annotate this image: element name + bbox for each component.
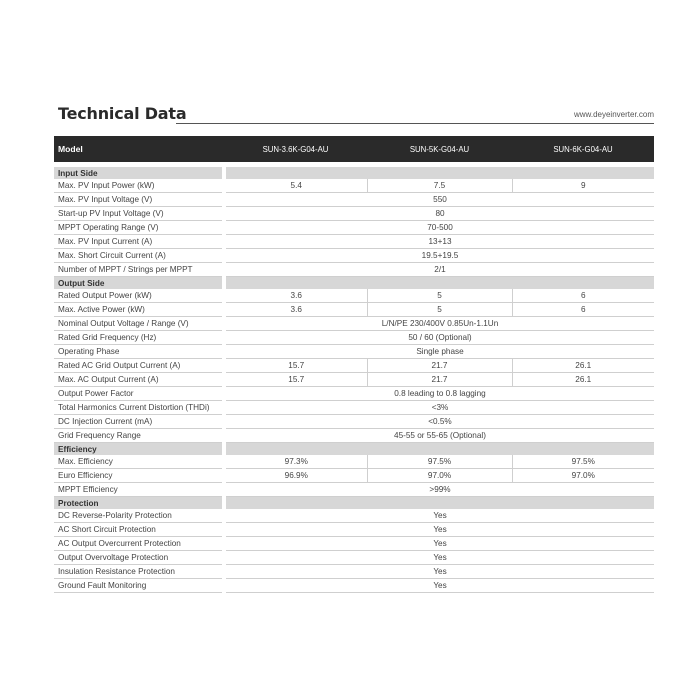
spec-value: 0.8 leading to 0.8 lagging [224, 387, 654, 401]
spec-label: Rated Output Power (kW) [54, 289, 224, 303]
spec-row [54, 373, 654, 387]
spec-value: Single phase [224, 345, 654, 359]
spec-row [54, 345, 654, 359]
spec-row [54, 221, 654, 235]
spec-label: Max. PV Input Voltage (V) [54, 193, 224, 207]
spec-value: Yes [224, 551, 654, 565]
spec-value: 5.4 [224, 179, 367, 193]
model-header-row [54, 136, 654, 162]
spec-value: <0.5% [224, 415, 654, 429]
model-name: SUN-6K-G04-AU [512, 136, 654, 162]
spec-row [54, 249, 654, 263]
page-title: Technical Data [58, 104, 187, 123]
spec-row [54, 193, 654, 207]
spec-label: Operating Phase [54, 345, 224, 359]
spec-label: AC Output Overcurrent Protection [54, 537, 224, 551]
spec-row [54, 509, 654, 523]
spec-label: Max. AC Output Current (A) [54, 373, 224, 387]
spec-label: Euro Efficiency [54, 469, 224, 483]
spec-row [54, 179, 654, 193]
spec-value: 9 [512, 179, 654, 193]
spec-row [54, 415, 654, 429]
spec-label: Max. Efficiency [54, 455, 224, 469]
spec-row [54, 207, 654, 221]
section-header-row [54, 167, 654, 179]
spec-label: MPPT Efficiency [54, 483, 224, 497]
spec-value: Yes [224, 565, 654, 579]
spec-value: Yes [224, 537, 654, 551]
model-name: SUN-3.6K-G04-AU [224, 136, 367, 162]
spec-label: Rated AC Grid Output Current (A) [54, 359, 224, 373]
spec-value: 70-500 [224, 221, 654, 235]
spec-value: <3% [224, 401, 654, 415]
spec-value: 50 / 60 (Optional) [224, 331, 654, 345]
spec-row [54, 235, 654, 249]
spec-value: 550 [224, 193, 654, 207]
spec-label: MPPT Operating Range (V) [54, 221, 224, 235]
page-header [58, 104, 654, 128]
section-header-row [54, 497, 654, 510]
spec-value: 80 [224, 207, 654, 221]
spec-row [54, 483, 654, 497]
spec-label: Output Power Factor [54, 387, 224, 401]
spec-label: Insulation Resistance Protection [54, 565, 224, 579]
section-header-row [54, 443, 654, 456]
spec-label: Rated Grid Frequency (Hz) [54, 331, 224, 345]
section-header-fill [224, 497, 654, 510]
spec-row [54, 387, 654, 401]
spec-row [54, 537, 654, 551]
section-title: Input Side [54, 167, 224, 179]
spec-value: 97.0% [367, 469, 512, 483]
spec-label: Ground Fault Monitoring [54, 579, 224, 593]
section-title: Protection [54, 497, 224, 510]
spec-value: 45-55 or 55-65 (Optional) [224, 429, 654, 443]
title-rule [176, 123, 654, 124]
spec-row [54, 469, 654, 483]
spec-value: 26.1 [512, 373, 654, 387]
spec-row [54, 317, 654, 331]
spec-label: DC Reverse-Polarity Protection [54, 509, 224, 523]
spec-value: 97.0% [512, 469, 654, 483]
section-header-fill [224, 277, 654, 290]
spec-value: 26.1 [512, 359, 654, 373]
spec-row [54, 429, 654, 443]
technical-data-table [54, 136, 654, 593]
table-body [54, 167, 654, 593]
spec-value: 97.5% [367, 455, 512, 469]
spec-value: 15.7 [224, 373, 367, 387]
spec-label: Grid Frequency Range [54, 429, 224, 443]
spec-value: L/N/PE 230/400V 0.85Un-1.1Un [224, 317, 654, 331]
spec-label: Max. Short Circuit Current (A) [54, 249, 224, 263]
spec-label: Max. Active Power (kW) [54, 303, 224, 317]
section-header-fill [224, 167, 654, 179]
spec-value: 97.5% [512, 455, 654, 469]
spec-value: 5 [367, 303, 512, 317]
spec-label: Number of MPPT / Strings per MPPT [54, 263, 224, 277]
spec-value: 19.5+19.5 [224, 249, 654, 263]
spec-label: Start-up PV Input Voltage (V) [54, 207, 224, 221]
spec-value: 21.7 [367, 359, 512, 373]
section-header-row [54, 277, 654, 290]
spec-row [54, 263, 654, 277]
spec-row [54, 523, 654, 537]
spec-value: 7.5 [367, 179, 512, 193]
spec-label: Total Harmonics Current Distortion (THDi) [54, 401, 224, 415]
spec-value: Yes [224, 579, 654, 593]
spec-row [54, 303, 654, 317]
spec-label: Output Overvoltage Protection [54, 551, 224, 565]
spec-label: Max. PV Input Current (A) [54, 235, 224, 249]
spec-row [54, 551, 654, 565]
section-title: Output Side [54, 277, 224, 290]
spec-value: 96.9% [224, 469, 367, 483]
section-title: Efficiency [54, 443, 224, 456]
spec-row [54, 455, 654, 469]
spec-label: Nominal Output Voltage / Range (V) [54, 317, 224, 331]
spec-value: 5 [367, 289, 512, 303]
spec-row [54, 565, 654, 579]
spec-value: 2/1 [224, 263, 654, 277]
spec-value: 97.3% [224, 455, 367, 469]
spec-value: 21.7 [367, 373, 512, 387]
spec-value: 6 [512, 303, 654, 317]
spec-label: Max. PV Input Power (kW) [54, 179, 224, 193]
section-header-fill [224, 443, 654, 456]
model-label: Model [54, 136, 224, 162]
spec-value: 3.6 [224, 289, 367, 303]
spec-row [54, 579, 654, 593]
spec-row [54, 401, 654, 415]
spec-value: 3.6 [224, 303, 367, 317]
model-name: SUN-5K-G04-AU [367, 136, 512, 162]
spec-value: 13+13 [224, 235, 654, 249]
spec-row [54, 359, 654, 373]
spec-value: Yes [224, 523, 654, 537]
spec-value: 6 [512, 289, 654, 303]
website-text: www.deyeinverter.com [570, 110, 654, 119]
spec-value: 15.7 [224, 359, 367, 373]
spec-value: >99% [224, 483, 654, 497]
spec-value: Yes [224, 509, 654, 523]
spec-label: DC Injection Current (mA) [54, 415, 224, 429]
spec-row [54, 331, 654, 345]
spec-label: AC Short Circuit Protection [54, 523, 224, 537]
spec-row [54, 289, 654, 303]
